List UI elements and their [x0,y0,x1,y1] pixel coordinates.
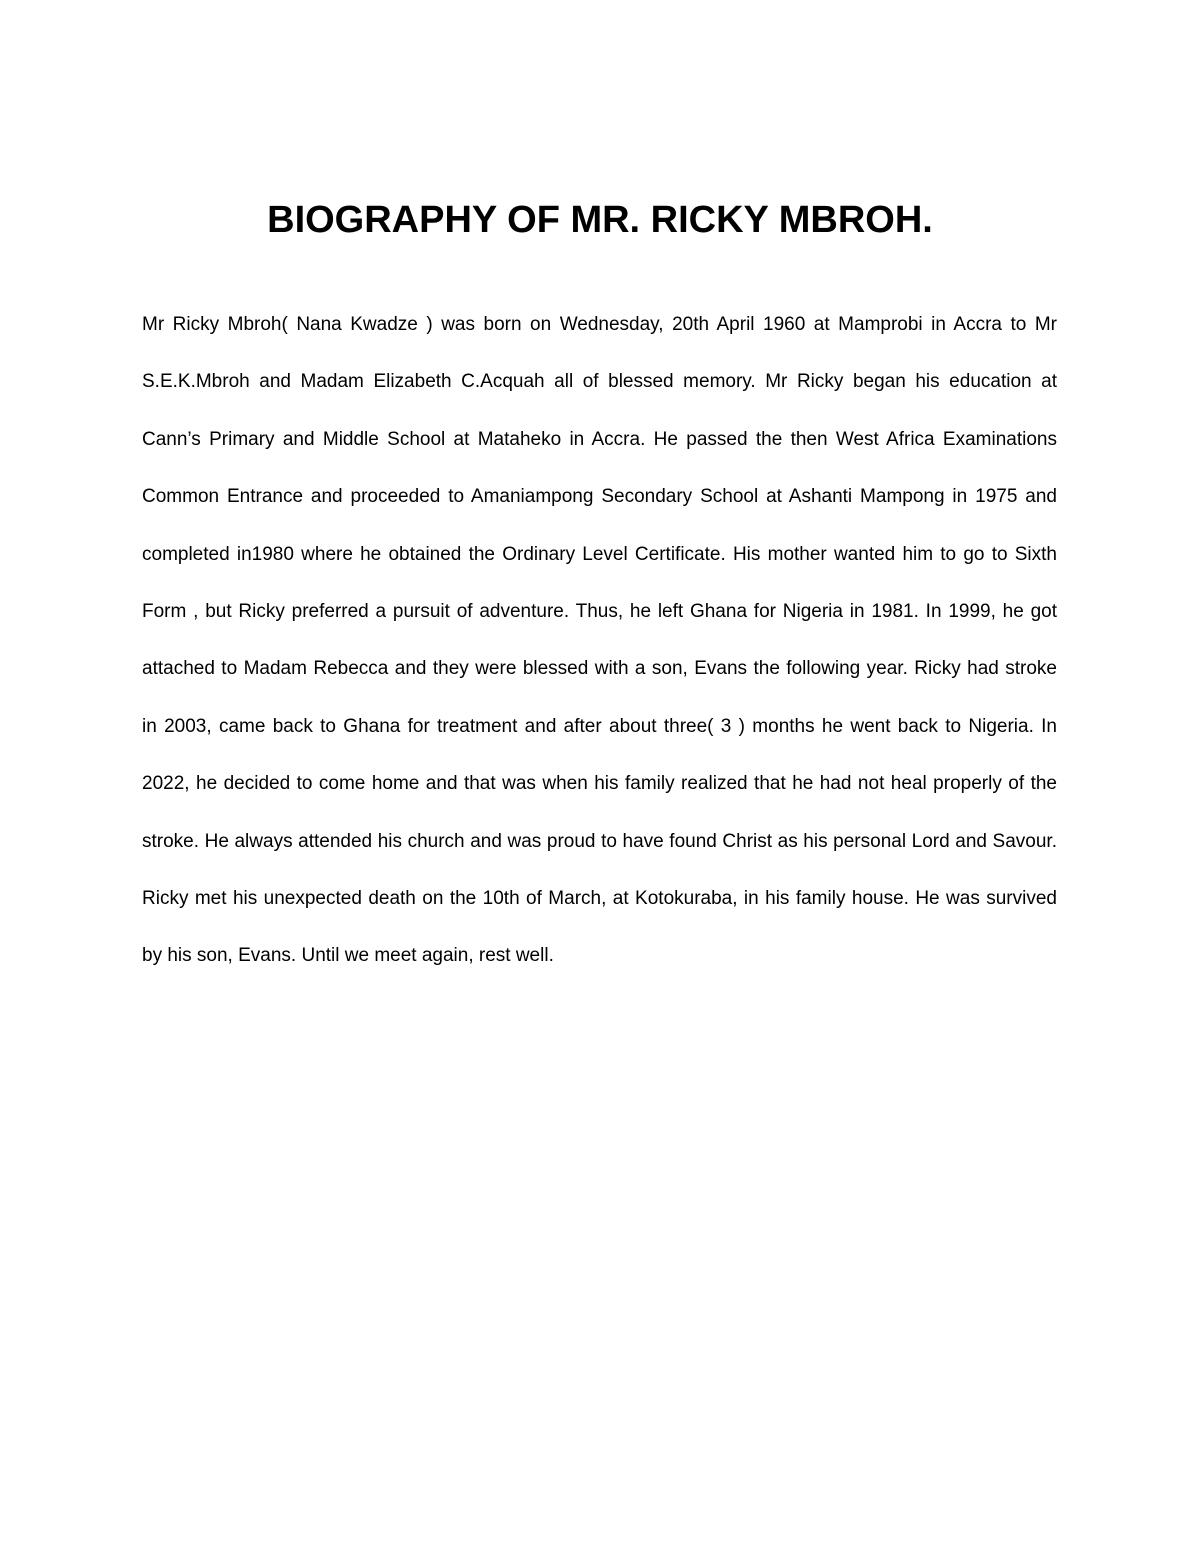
biography-paragraph: Mr Ricky Mbroh( Nana Kwadze ) was born on Wednesday, 20th April 1960 at Mamprobi in Accra to Mr S.E.K.Mbroh and Madam Elizabeth C.Acquah all of blessed memory. Mr Ricky began his education at Cann’s Primary and Middle School at Mataheko in Accra. He passed the then West Africa Examinations Common Entrance and proceeded to Amaniampong Secondary School at Ashanti Mampong in 1975 and completed in1980 where he obtained the Ordinary Level Certificate. His mother wanted him to go to Sixth Form , but Ricky preferred a pursuit of adventure. Thus, he left Ghana for Nigeria in 1981. In 1999, he got attached to Madam Rebecca and they were blessed with a son, Evans the following year. Ricky had stroke in 2003, came back to Ghana for treatment and after about three( 3 ) months he went back to Nigeria. In 2022, he decided to come home and that was when his family realized that he had not heal properly of the stroke. He always attended his church and was proud to have found Christ as his personal Lord and Savour. Ricky met his unexpected death on the 10th of March, at Kotokuraba, in his family house. He was survived by his son, Evans. Until we meet again, rest well. [142,314,1057,967]
document-title: BIOGRAPHY OF MR. RICKY MBROH. [267,199,933,241]
